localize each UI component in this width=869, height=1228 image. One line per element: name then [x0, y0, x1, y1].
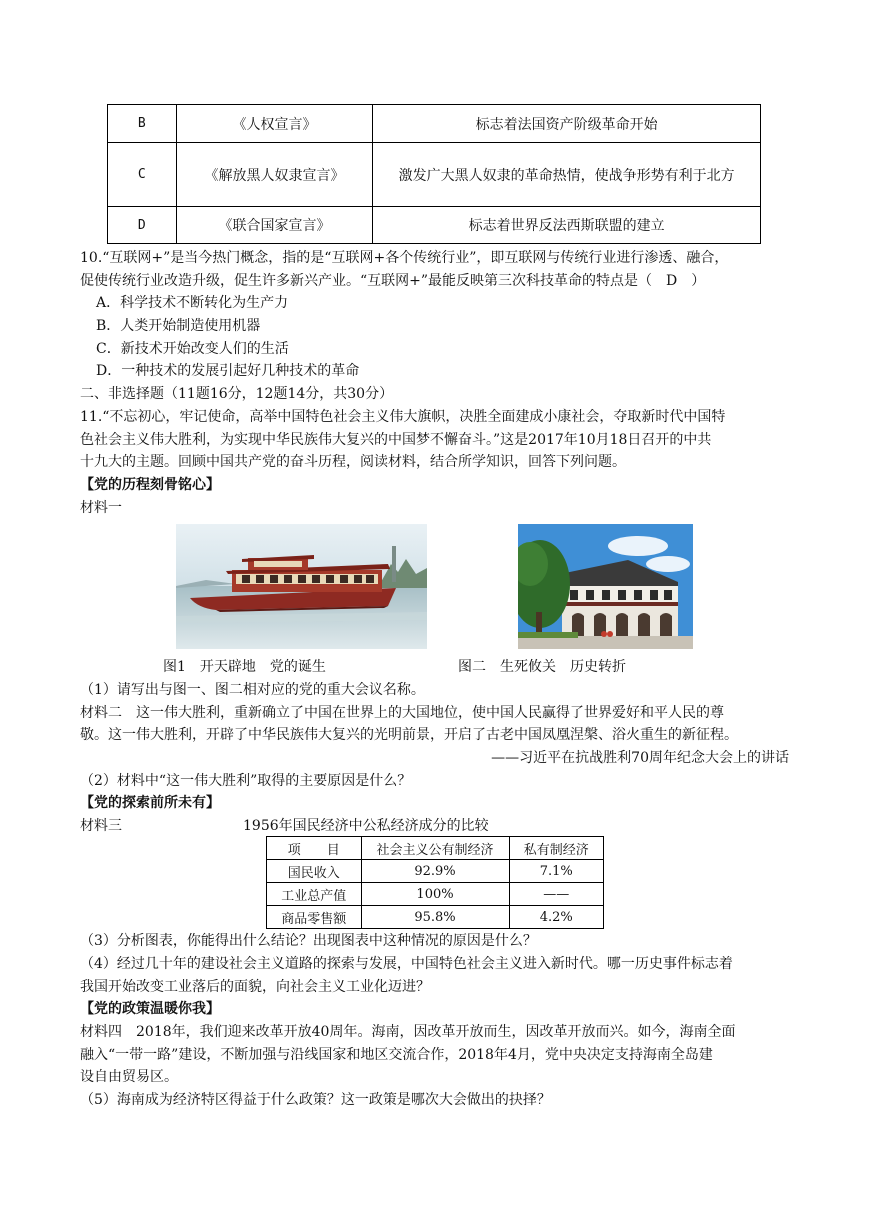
table-cell: 100%	[361, 883, 509, 906]
section-heading: 二、非选择题（11题16分，12题14分，共30分）	[80, 386, 394, 402]
option-b: B．人类开始制造使用机器	[96, 318, 261, 334]
table-row	[108, 105, 761, 143]
question-11-line3: 十九大的主题。回顾中国共产党的奋斗历程，阅读材料，结合所学知识，回答下列问题。	[80, 454, 626, 470]
heading-party-history: 【党的历程刻骨铭心】	[80, 477, 220, 493]
question-10-line2: 促使传统行业改造升级，促生许多新兴产业。“互联网+”最能反映第三次科技革命的特点是（ D ）	[80, 273, 706, 289]
table-header-row	[267, 837, 604, 860]
sub-question-1: （1）请写出与图一、图二相对应的党的重大会议名称。	[80, 682, 425, 698]
table-row	[267, 906, 604, 929]
document-name: 《人权宣言》	[176, 105, 373, 143]
material-2-source: ——习近平在抗战胜利70周年纪念大会上的讲话	[491, 750, 789, 766]
material-4-line3: 设自由贸易区。	[80, 1069, 178, 1085]
table-row	[108, 143, 761, 207]
table-cell: 95.8%	[361, 906, 509, 929]
table-cell: 工业总产值	[267, 883, 362, 906]
question-11-line2: 色社会主义伟大胜利，为实现中华民族伟大复兴的中国梦不懈奋斗。”这是2017年10月18日召开的中共	[80, 432, 712, 448]
history-documents-table	[107, 104, 761, 244]
column-header: 社会主义公有制经济	[361, 837, 509, 860]
material-2-line1: 材料二 这一伟大胜利，重新确立了中国在世界上的大国地位，使中国人民赢得了世界爱好和平人民的尊	[80, 705, 724, 721]
option-a: A．科学技术不断转化为生产力	[96, 295, 289, 311]
sub-question-4-line2: 我国开始改变工业落后的面貌，向社会主义工业化迈进？	[80, 979, 430, 995]
table-title: 1956年国民经济中公私经济成分的比较	[243, 818, 489, 834]
heading-party-policy: 【党的政策温暖你我】	[80, 1001, 220, 1017]
column-header: 项 目	[267, 837, 362, 860]
material-2-line2: 敬。这一伟大胜利，开辟了中华民族伟大复兴的光明前景，开启了古老中国凤凰涅槃、浴火重生的新征程。	[80, 727, 738, 743]
table-cell: 92.9%	[361, 860, 509, 883]
table-cell: ——	[509, 883, 603, 906]
option-d: D．一种技术的发展引起好几种技术的革命	[96, 363, 360, 379]
table-cell: 4.2%	[509, 906, 603, 929]
document-meaning: 标志着世界反法西斯联盟的建立	[373, 207, 761, 244]
zunyi-building-photo	[518, 524, 693, 649]
row-letter: D	[108, 207, 177, 244]
material-4-line2: 融入“一带一路”建设，不断加强与沿线国家和地区交流合作，2018年4月，党中央决定支持海南全岛建	[80, 1047, 713, 1063]
row-letter: C	[108, 143, 177, 207]
figure-2-caption: 图二 生死攸关 历史转折	[458, 659, 626, 675]
column-header: 私有制经济	[509, 837, 603, 860]
table-row	[267, 860, 604, 883]
sub-question-3: （3）分析图表，你能得出什么结论？出现图表中这种情况的原因是什么？	[80, 933, 537, 949]
table-row	[108, 207, 761, 244]
building-illustration	[518, 524, 693, 649]
heading-party-exploration: 【党的探索前所未有】	[80, 795, 220, 811]
document-name: 《解放黑人奴隶宣言》	[176, 143, 373, 207]
document-name: 《联合国家宣言》	[176, 207, 373, 244]
question-11-line1: 11.“不忘初心，牢记使命，高举中国特色社会主义伟大旗帜，决胜全面建成小康社会，夺取新时代中国特	[80, 409, 726, 425]
red-boat-photo	[176, 524, 427, 649]
table-cell: 7.1%	[509, 860, 603, 883]
document-meaning: 标志着法国资产阶级革命开始	[373, 105, 761, 143]
material-3-label: 材料三	[80, 818, 122, 834]
figure-1-caption: 图1 开天辟地 党的诞生	[163, 659, 326, 675]
row-letter: B	[108, 105, 177, 143]
red-boat-illustration	[176, 524, 427, 649]
sub-question-4-line1: （4）经过几十年的建设社会主义道路的探索与发展，中国特色社会主义进入新时代。哪一历史事件标志着	[80, 956, 733, 972]
question-10-line1: 10.“互联网+”是当今热门概念，指的是“互联网+各个传统行业”，即互联网与传统行业进行渗透、融合，	[80, 250, 729, 266]
material-1-label: 材料一	[80, 500, 122, 516]
document-meaning: 激发广大黑人奴隶的革命热情，使战争形势有利于北方	[373, 143, 761, 207]
table-cell: 商品零售额	[267, 906, 362, 929]
material-4-line1: 材料四 2018年，我们迎来改革开放40周年。海南，因改革开放而生，因改革开放而兴。如今，海南全面	[80, 1024, 736, 1040]
table-row	[267, 883, 604, 906]
option-c: C．新技术开始改变人们的生活	[96, 341, 289, 357]
economy-comparison-table	[266, 836, 604, 929]
table-cell: 国民收入	[267, 860, 362, 883]
sub-question-2: （2）材料中“这一伟大胜利”取得的主要原因是什么？	[80, 773, 412, 789]
sub-question-5: （5）海南成为经济特区得益于什么政策？这一政策是哪次大会做出的抉择？	[80, 1092, 551, 1108]
